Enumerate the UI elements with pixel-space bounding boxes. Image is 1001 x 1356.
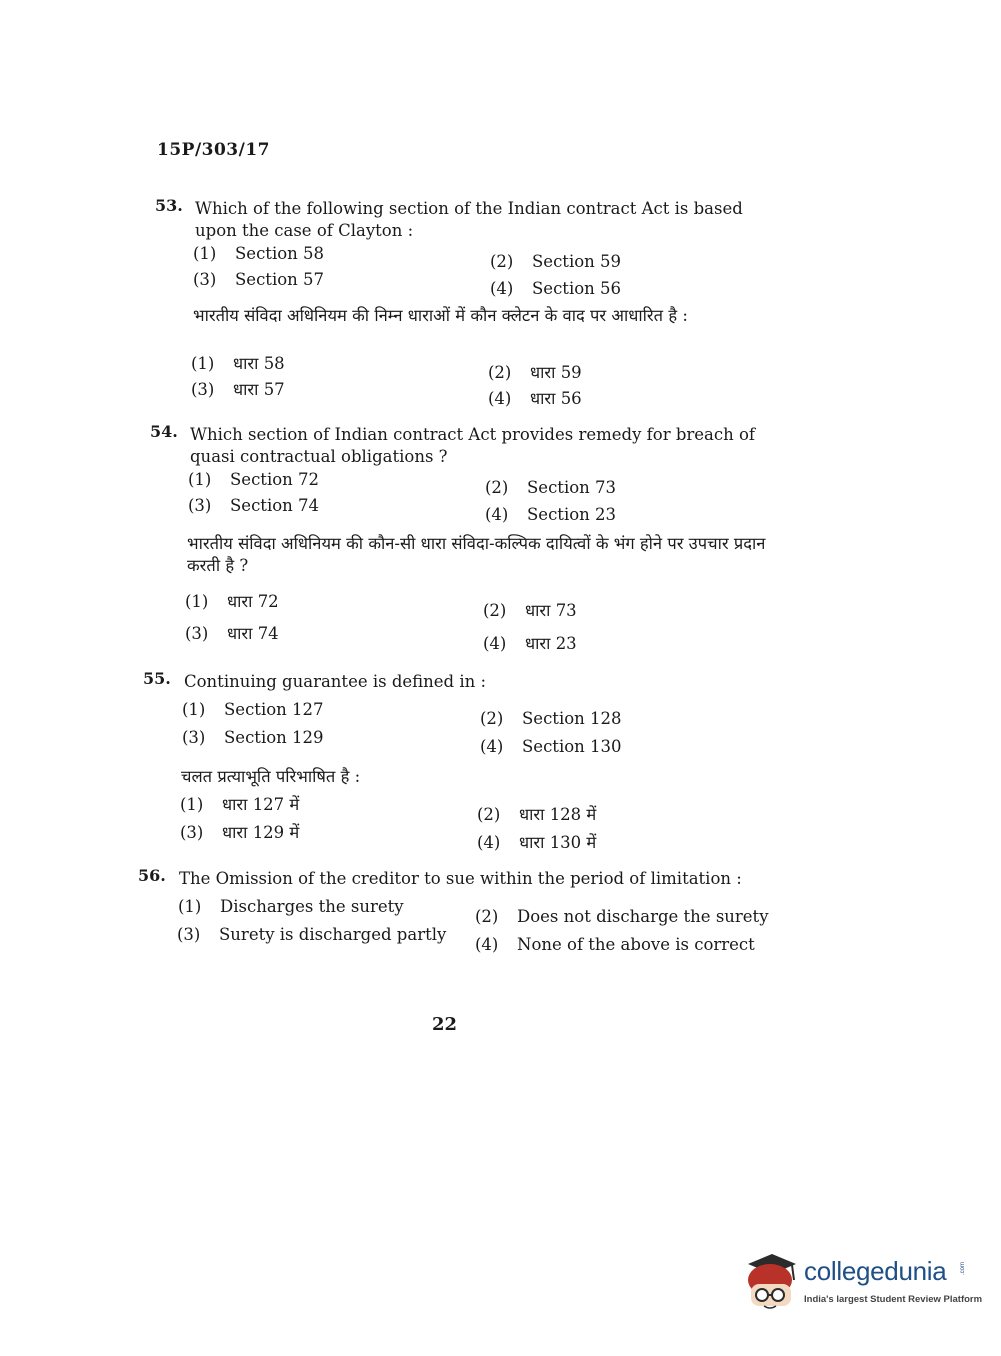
- option-number: (1): [180, 795, 204, 814]
- option-text: धारा 72: [227, 592, 279, 611]
- option-text: धारा 128 में: [519, 805, 597, 824]
- option-number: (2): [475, 907, 499, 926]
- option-number: (3): [177, 925, 201, 944]
- page-number: 22: [432, 1014, 458, 1035]
- option-2-hindi: [477, 802, 596, 825]
- option-3-hindi: [185, 621, 279, 644]
- option-number: (2): [488, 363, 512, 382]
- option-2-hindi: [483, 598, 577, 621]
- option-text: Does not discharge the surety: [517, 907, 769, 926]
- option-text: Section 56: [532, 279, 622, 298]
- option-1: [178, 897, 404, 916]
- collegedunia-logo[interactable]: [742, 1250, 983, 1320]
- option-1-hindi: [191, 351, 285, 374]
- option-text: धारा 130 में: [519, 833, 597, 852]
- option-number: (2): [485, 478, 509, 497]
- option-1: [182, 700, 324, 719]
- option-number: (2): [490, 252, 514, 271]
- option-text: Section 58: [235, 244, 325, 263]
- option-number: (4): [475, 935, 499, 954]
- option-4-hindi: [483, 631, 577, 654]
- option-4: [490, 279, 621, 298]
- option-text: None of the above is correct: [517, 935, 755, 954]
- option-number: (3): [188, 496, 212, 515]
- question-number: 53.: [155, 196, 183, 215]
- option-text: धारा 74: [227, 624, 279, 643]
- question-number: 55.: [143, 669, 171, 688]
- option-text: Section 130: [522, 737, 622, 756]
- option-text: Section 57: [235, 270, 325, 289]
- option-text: धारा 58: [233, 354, 285, 373]
- option-number: (1): [188, 470, 212, 489]
- question-text-english: Continuing guarantee is defined in :: [184, 672, 487, 691]
- option-number: (3): [182, 728, 206, 747]
- option-text: Section 128: [522, 709, 622, 728]
- option-2: [480, 709, 622, 728]
- option-1: [193, 244, 324, 263]
- option-2: [490, 252, 621, 271]
- option-number: (1): [185, 592, 209, 611]
- option-number: (3): [185, 624, 209, 643]
- question-text-hindi: भारतीय संविदा अधिनियम की निम्न धाराओं में कौन क्लेटन के वाद पर आधारित है :: [193, 306, 688, 325]
- option-4: [485, 505, 616, 524]
- brand-suffix: .com: [960, 1262, 966, 1276]
- question-number: 54.: [150, 422, 178, 441]
- option-text: Section 74: [230, 496, 320, 515]
- option-text: धारा 23: [525, 634, 577, 653]
- option-2: [485, 478, 616, 497]
- brand-name: collegedunia: [804, 1256, 947, 1286]
- option-4-hindi: [477, 830, 596, 853]
- option-number: (1): [193, 244, 217, 263]
- question-text-hindi: चलत प्रत्याभूति परिभाषित है :: [181, 767, 361, 786]
- question-number: 56.: [138, 866, 166, 885]
- option-1-hindi: [180, 792, 299, 815]
- option-2: [475, 907, 769, 926]
- option-text: धारा 129 में: [222, 823, 300, 842]
- option-number: (2): [480, 709, 504, 728]
- option-number: (4): [477, 833, 501, 852]
- option-text: Section 73: [527, 478, 617, 497]
- option-3: [193, 270, 324, 289]
- option-2-hindi: [488, 360, 582, 383]
- question-text-english: Which section of Indian contract Act provides remedy for breach of quasi contractual obligations ?: [190, 425, 756, 466]
- question-text-hindi: भारतीय संविदा अधिनियम की कौन-सी धारा संविदा-कल्पिक दायित्वों के भंग होने पर उपचार प्रदान करती है ?: [187, 534, 766, 575]
- option-number: (1): [178, 897, 202, 916]
- question-text-english: Which of the following section of the Indian contract Act is based upon the case of Clayton :: [195, 199, 743, 240]
- option-4: [475, 935, 755, 954]
- option-1: [188, 470, 319, 489]
- option-number: (3): [193, 270, 217, 289]
- option-number: (4): [485, 505, 509, 524]
- option-number: (3): [191, 380, 215, 399]
- option-number: (4): [488, 389, 512, 408]
- option-text: Section 72: [230, 470, 320, 489]
- paper-code: 15P/303/17: [157, 140, 271, 160]
- option-text: Section 59: [532, 252, 622, 271]
- option-3: [182, 728, 324, 747]
- option-text: धारा 73: [525, 601, 577, 620]
- option-text: धारा 57: [233, 380, 285, 399]
- option-number: (4): [490, 279, 514, 298]
- option-text: Section 129: [224, 728, 324, 747]
- option-text: धारा 56: [530, 389, 582, 408]
- option-4: [480, 737, 622, 756]
- option-4-hindi: [488, 386, 582, 409]
- option-text: धारा 127 में: [222, 795, 300, 814]
- mascot-icon: [742, 1250, 802, 1316]
- option-number: (3): [180, 823, 204, 842]
- option-text: Section 23: [527, 505, 617, 524]
- option-3: [188, 496, 319, 515]
- option-number: (2): [477, 805, 501, 824]
- option-number: (4): [483, 634, 507, 653]
- option-3: [177, 925, 446, 944]
- option-number: (2): [483, 601, 507, 620]
- option-3-hindi: [191, 377, 285, 400]
- option-3-hindi: [180, 820, 299, 843]
- question-text-english: The Omission of the creditor to sue within the period of limitation :: [179, 869, 742, 888]
- option-text: Surety is discharged partly: [219, 925, 447, 944]
- option-1-hindi: [185, 589, 279, 612]
- option-text: Discharges the surety: [220, 897, 404, 916]
- option-text: Section 127: [224, 700, 324, 719]
- option-number: (4): [480, 737, 504, 756]
- option-number: (1): [191, 354, 215, 373]
- brand-tagline: India's largest Student Review Platform: [804, 1294, 983, 1305]
- option-text: धारा 59: [530, 363, 582, 382]
- option-number: (1): [182, 700, 206, 719]
